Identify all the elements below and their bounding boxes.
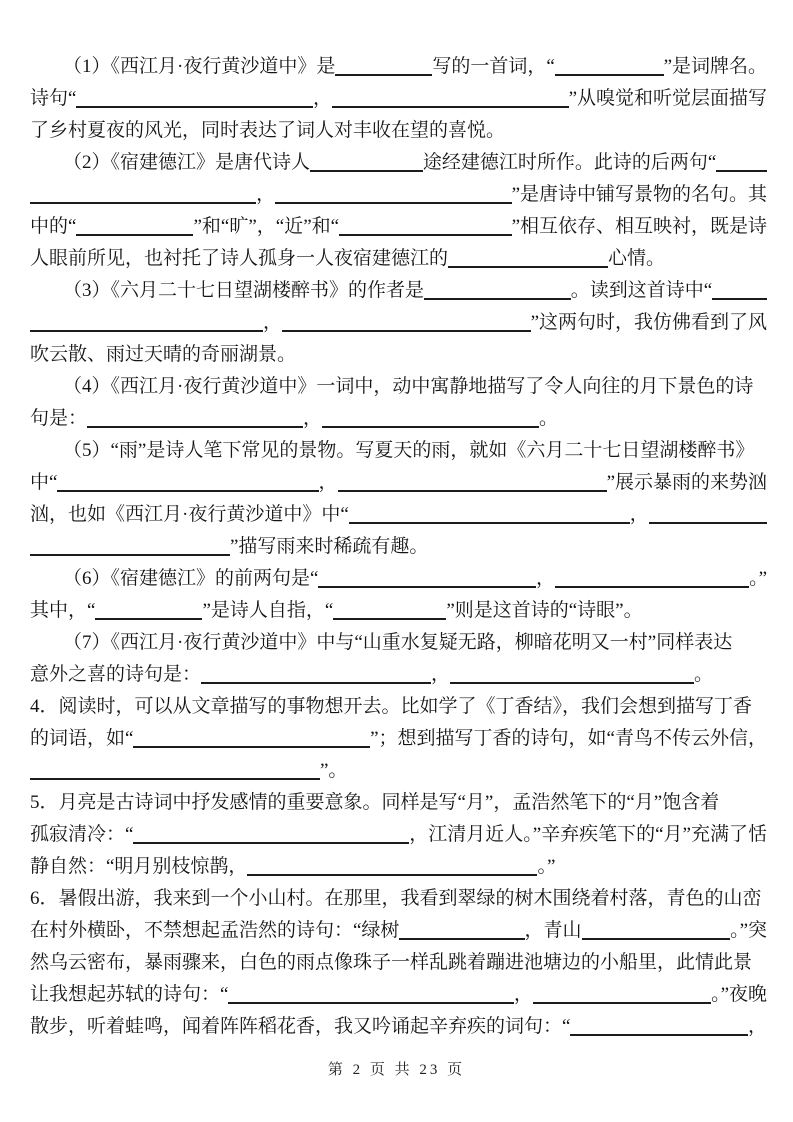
text-run: 汹，也如《西江月·夜行黄沙道中》中“ bbox=[30, 504, 349, 525]
text-run: ，江清月近人。”辛弃疾笔下的“月”充满了恬 bbox=[409, 824, 767, 845]
text-line bbox=[30, 50, 767, 82]
text-line bbox=[30, 850, 767, 882]
answer-blank bbox=[712, 298, 767, 300]
text-run: 吹云散、雨过天晴的奇丽湖景。 bbox=[30, 344, 297, 365]
text-run: 句是： bbox=[30, 408, 88, 429]
text-run: ， bbox=[629, 504, 649, 525]
text-run: ， bbox=[256, 184, 276, 205]
text-run: （7）《西江月·夜行黄沙道中》中与“山重水复疑无路，柳暗花明又一村”同样表达 bbox=[63, 632, 733, 653]
answer-blank bbox=[76, 234, 193, 236]
text-run: （5）“雨”是诗人笔下常见的景物。写夏天的雨，就如《六月二十七日望湖楼醉书》 bbox=[63, 440, 755, 461]
text-line bbox=[30, 82, 767, 114]
text-run: 途经建德江时所作。此诗的后两句“ bbox=[422, 152, 717, 173]
text-run: ， bbox=[318, 472, 338, 493]
text-run: （3）《六月二十七日望湖楼醉书》的作者是 bbox=[63, 280, 425, 301]
text-line bbox=[30, 946, 767, 978]
answer-blank bbox=[30, 330, 263, 332]
text-run: 诗句“ bbox=[30, 88, 77, 109]
answer-blank bbox=[30, 778, 320, 780]
answer-blank bbox=[349, 522, 630, 524]
answer-blank bbox=[333, 618, 446, 620]
answer-blank bbox=[57, 490, 318, 492]
answer-blank bbox=[310, 170, 423, 172]
text-run: 中“ bbox=[30, 472, 58, 493]
text-line bbox=[30, 1010, 767, 1042]
text-run: 。 bbox=[694, 664, 714, 685]
answer-blank bbox=[76, 106, 313, 108]
answer-blank bbox=[570, 1034, 748, 1036]
text-run: 。”突 bbox=[730, 920, 767, 941]
text-run: ”则是这首诗的“诗眼”。 bbox=[446, 600, 643, 621]
answer-blank bbox=[448, 266, 608, 268]
text-run: ”从嗅觉和听觉层面描写 bbox=[568, 88, 767, 109]
answer-blank bbox=[555, 586, 749, 588]
text-run: ”展示暴雨的来势汹 bbox=[606, 472, 767, 493]
text-run: 散步，听着蛙鸣，闻着阵阵稻花香，我又吟诵起辛弃疾的词句：“ bbox=[30, 1016, 571, 1037]
document-body bbox=[30, 50, 767, 1042]
text-run: 6．暑假出游，我来到一个小山村。在那里，我看到翠绿的树木围绕着村落，青色的山峦 bbox=[30, 888, 762, 909]
text-run: 心情。 bbox=[608, 248, 666, 269]
text-line bbox=[30, 466, 767, 498]
answer-blank bbox=[335, 74, 432, 76]
answer-blank bbox=[133, 842, 409, 844]
text-run: 其中，“ bbox=[30, 600, 96, 621]
text-run: 。 bbox=[539, 408, 559, 429]
text-line bbox=[30, 530, 767, 562]
text-line bbox=[30, 818, 767, 850]
text-run: ， bbox=[747, 1016, 767, 1037]
answer-blank bbox=[247, 874, 537, 876]
text-run: 5．月亮是古诗词中抒发感情的重要意象。同样是写“月”，孟浩然笔下的“月”饱含着 bbox=[30, 792, 720, 813]
text-run: 中的“ bbox=[30, 216, 77, 237]
text-run: 然乌云密布，暴雨骤来，白色的雨点像珠子一样乱跳着蹦进池塘边的小船里，此情此景 bbox=[30, 952, 753, 973]
text-run: 人眼前所见，也衬托了诗人孤身一人夜宿建德江的 bbox=[30, 248, 449, 269]
page-footer: 第 2 页 共 23 页 bbox=[327, 1062, 466, 1078]
text-run: ，青山 bbox=[524, 920, 582, 941]
text-line bbox=[30, 178, 767, 210]
text-run: 了乡村夏夜的风光，同时表达了词人对丰收在望的喜悦。 bbox=[30, 120, 506, 141]
text-run: 写的一首词，“ bbox=[432, 56, 555, 77]
answer-blank bbox=[399, 938, 524, 940]
text-run: ”。 bbox=[320, 760, 348, 781]
answer-blank bbox=[201, 682, 431, 684]
text-run: ， bbox=[431, 664, 451, 685]
text-run: （2）《宿建德江》是唐代诗人 bbox=[63, 152, 311, 173]
text-line bbox=[30, 498, 767, 530]
text-run: 在村外横卧，不禁想起孟浩然的诗句：“绿树 bbox=[30, 920, 400, 941]
text-line bbox=[30, 402, 767, 434]
text-run: 。”夜晚 bbox=[711, 984, 767, 1005]
text-line bbox=[30, 978, 767, 1010]
answer-blank bbox=[275, 202, 511, 204]
text-line bbox=[30, 690, 767, 722]
text-line bbox=[30, 370, 767, 402]
text-run: ， bbox=[535, 568, 555, 589]
text-line bbox=[30, 114, 767, 146]
answer-blank bbox=[450, 682, 694, 684]
text-run: ， bbox=[303, 408, 323, 429]
text-line bbox=[30, 594, 767, 626]
text-run: ”；想到描写丁香的诗句，如“青鸟不传云外信， bbox=[370, 728, 767, 749]
text-run: 。读到这首诗中“ bbox=[570, 280, 713, 301]
text-run: （4）《西江月·夜行黄沙道中》一词中，动中寓静地描写了令人向往的月下景色的诗 bbox=[63, 376, 754, 397]
answer-blank bbox=[282, 330, 531, 332]
answer-blank bbox=[95, 618, 202, 620]
text-line bbox=[30, 722, 767, 754]
answer-blank bbox=[322, 426, 539, 428]
answer-blank bbox=[338, 490, 607, 492]
answer-blank bbox=[30, 202, 256, 204]
text-run: ”是词牌名。 bbox=[663, 56, 767, 77]
answer-blank bbox=[30, 554, 230, 556]
text-run: （1）《西江月·夜行黄沙道中》是 bbox=[63, 56, 336, 77]
answer-blank bbox=[716, 170, 767, 172]
text-run: 让我想起苏轼的诗句：“ bbox=[30, 984, 229, 1005]
text-line bbox=[30, 754, 767, 786]
text-line bbox=[30, 914, 767, 946]
answer-blank bbox=[318, 586, 536, 588]
text-line bbox=[30, 274, 767, 306]
text-run: （6）《宿建德江》的前两句是“ bbox=[63, 568, 319, 589]
text-line bbox=[30, 786, 767, 818]
text-line bbox=[30, 242, 767, 274]
answer-blank bbox=[133, 746, 370, 748]
answer-blank bbox=[555, 74, 664, 76]
text-run: ”相互依存、相互映衬，既是诗 bbox=[511, 216, 767, 237]
answer-blank bbox=[582, 938, 731, 940]
text-line bbox=[30, 434, 767, 466]
answer-blank bbox=[649, 522, 767, 524]
answer-blank bbox=[424, 298, 571, 300]
answer-blank bbox=[332, 106, 569, 108]
text-run: 静自然：“明月别枝惊鹊， bbox=[30, 856, 248, 877]
answer-blank bbox=[533, 1002, 711, 1004]
text-line bbox=[30, 338, 767, 370]
text-run: ”是诗人自指，“ bbox=[202, 600, 334, 621]
text-line bbox=[30, 306, 767, 338]
answer-blank bbox=[87, 426, 303, 428]
text-line bbox=[30, 562, 767, 594]
text-run: ， bbox=[313, 88, 333, 109]
text-line bbox=[30, 882, 767, 914]
text-run: ， bbox=[513, 984, 533, 1005]
answer-blank bbox=[228, 1002, 513, 1004]
answer-blank bbox=[339, 234, 511, 236]
text-run: ， bbox=[263, 312, 283, 333]
text-run: 。” bbox=[537, 856, 556, 877]
text-line bbox=[30, 146, 767, 178]
text-run: 4．阅读时，可以从文章描写的事物想开去。比如学了《丁香结》，我们会想到描写丁香 bbox=[30, 696, 753, 717]
text-line bbox=[30, 626, 767, 658]
text-run: ”和“旷”，“近”和“ bbox=[193, 216, 340, 237]
text-run: ”是唐诗中铺写景物的名句。其 bbox=[511, 184, 767, 205]
text-run: 的词语，如“ bbox=[30, 728, 134, 749]
text-line bbox=[30, 658, 767, 690]
text-run: 意外之喜的诗句是： bbox=[30, 664, 202, 685]
text-run: 。” bbox=[749, 568, 767, 589]
text-line bbox=[30, 210, 767, 242]
text-run: 孤寂清冷：“ bbox=[30, 824, 134, 845]
text-run: ”这两句时，我仿佛看到了风 bbox=[530, 312, 767, 333]
text-run: ”描写雨来时稀疏有趣。 bbox=[230, 536, 429, 557]
